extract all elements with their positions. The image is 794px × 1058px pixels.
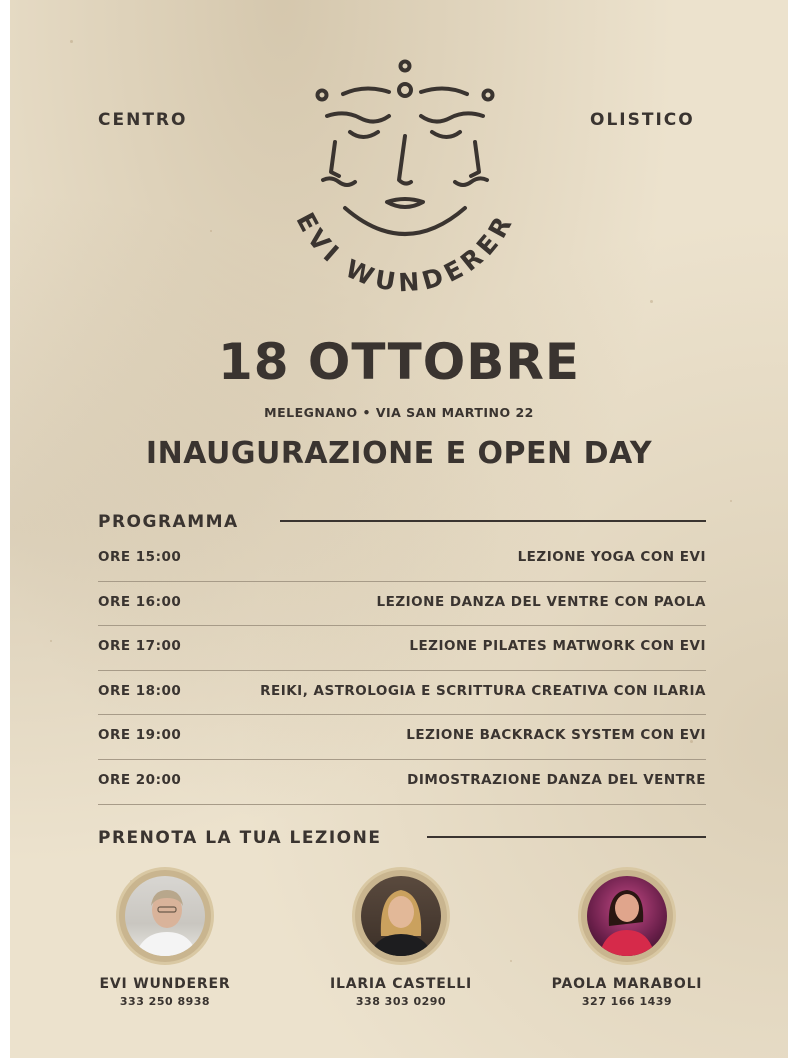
schedule-time: ORE 17:00 bbox=[98, 638, 182, 655]
portrait-photo bbox=[125, 876, 205, 956]
schedule-row bbox=[98, 671, 706, 716]
schedule-activity: LEZIONE PILATES MATWORK CON EVI bbox=[409, 638, 706, 655]
schedule-activity: REIKI, ASTROLOGIA E SCRITTURA CREATIVA CON ILARIA bbox=[260, 682, 706, 699]
event-headline: INAUGURAZIONE E OPEN DAY bbox=[145, 436, 653, 471]
schedule-activity: LEZIONE YOGA CON EVI bbox=[517, 549, 706, 565]
logo-text: EVI WUNDERER bbox=[290, 207, 520, 298]
schedule-row bbox=[98, 760, 706, 805]
evi-wunderer-logo bbox=[265, 50, 545, 305]
contact-card bbox=[527, 870, 727, 1008]
booking-divider bbox=[427, 836, 706, 838]
texture-speck bbox=[650, 300, 653, 303]
event-date: 18 OTTOBRE bbox=[217, 333, 581, 391]
contact-name: ILARIA CASTELLI bbox=[329, 976, 473, 992]
contact-phone: 327 166 1439 bbox=[581, 995, 673, 1008]
contact-name: PAOLA MARABOLI bbox=[551, 976, 703, 992]
texture-speck bbox=[210, 230, 212, 232]
header-left-word: CENTRO bbox=[98, 110, 188, 130]
schedule-row bbox=[98, 626, 706, 671]
contact-name: EVI WUNDERER bbox=[99, 976, 231, 992]
program-divider bbox=[280, 520, 706, 522]
schedule-time: ORE 18:00 bbox=[98, 682, 182, 699]
event-location: MELEGNANO • VIA SAN MARTINO 22 bbox=[264, 405, 534, 420]
schedule-activity: LEZIONE BACKRACK SYSTEM CON EVI bbox=[406, 727, 706, 744]
avatar bbox=[119, 870, 211, 962]
texture-speck bbox=[730, 500, 732, 502]
schedule-row bbox=[98, 537, 706, 582]
portrait-photo bbox=[587, 876, 667, 956]
schedule-activity: DIMOSTRAZIONE DANZA DEL VENTRE bbox=[407, 771, 706, 788]
booking-title: PRENOTA LA TUA LEZIONE bbox=[98, 828, 382, 848]
contact-phone: 333 250 8938 bbox=[119, 995, 211, 1008]
avatar bbox=[355, 870, 447, 962]
program-title: PROGRAMMA bbox=[98, 512, 239, 532]
header-right-word: OLISTICO bbox=[590, 110, 695, 130]
avatar bbox=[581, 870, 673, 962]
contact-card bbox=[65, 870, 265, 1008]
schedule-row bbox=[98, 582, 706, 627]
texture-speck bbox=[50, 640, 52, 642]
texture-speck bbox=[70, 40, 73, 43]
contact-phone: 338 303 0290 bbox=[355, 995, 447, 1008]
schedule-time: ORE 20:00 bbox=[98, 771, 182, 788]
contact-card bbox=[301, 870, 501, 1008]
portrait-photo bbox=[361, 876, 441, 956]
schedule-time: ORE 19:00 bbox=[98, 727, 182, 744]
schedule-time: ORE 15:00 bbox=[98, 549, 182, 565]
flyer-page bbox=[10, 0, 788, 1058]
schedule-time: ORE 16:00 bbox=[98, 593, 182, 610]
schedule-activity: LEZIONE DANZA DEL VENTRE CON PAOLA bbox=[376, 593, 706, 610]
schedule-row bbox=[98, 715, 706, 760]
program-schedule bbox=[98, 537, 706, 805]
texture-speck bbox=[510, 960, 512, 962]
face-icon bbox=[318, 62, 493, 235]
svg-text:EVI WUNDERER bbox=[290, 208, 519, 298]
